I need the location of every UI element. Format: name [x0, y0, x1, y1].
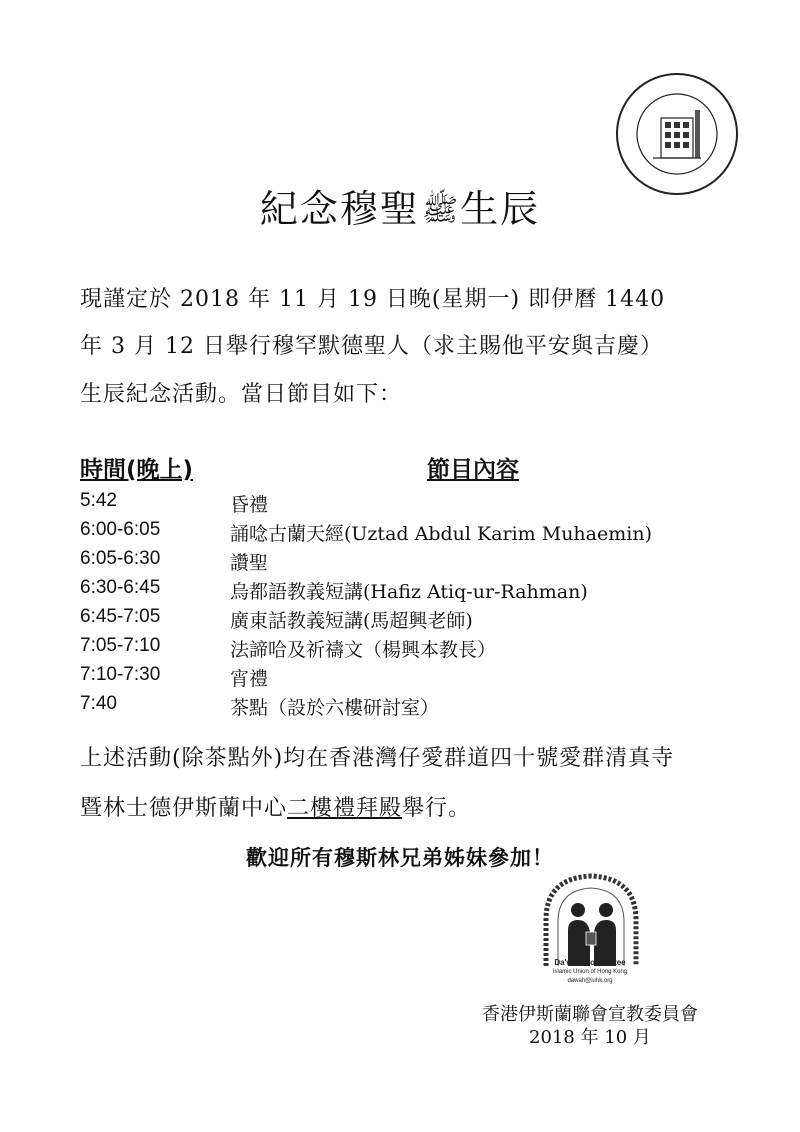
schedule-item: 茶點（設於六樓研討室） — [230, 697, 440, 719]
dawah-name: Da'wah Committee — [554, 958, 626, 967]
schedule-time: 7:10-7:30 — [80, 664, 161, 685]
schedule-time: 6:30-6:45 — [80, 577, 161, 598]
content-column-header: 節目內容 — [427, 457, 519, 483]
schedule-time: 6:05-6:30 — [80, 548, 161, 569]
venue-line-2-after: 舉行。 — [402, 796, 472, 821]
schedule-row — [80, 635, 760, 665]
venue-line-2-before: 暨林士德伊斯蘭中心 — [80, 796, 288, 821]
intro-line-2: 年 3 月 12 日舉行穆罕默德聖人（求主賜他平安與吉慶） — [80, 334, 663, 359]
title-before: 紀念穆聖 — [259, 187, 420, 231]
title-after: 生辰 — [460, 187, 541, 231]
schedule-row — [80, 693, 760, 723]
schedule-row — [80, 490, 760, 520]
schedule-item: 誦唸古蘭天經(Uztad Abdul Karim Muhaemin) — [230, 523, 652, 545]
schedule-time: 6:00-6:05 — [80, 519, 161, 540]
schedule-time: 7:05-7:10 — [80, 635, 161, 656]
signature-date: 2018 年 10 月 — [529, 1027, 651, 1048]
venue-hall-underlined: 二樓禮拜殿 — [287, 796, 403, 821]
dawah-emblem — [532, 870, 650, 970]
dawah-org: Islamic Union of Hong Kong — [552, 969, 628, 975]
schedule-row — [80, 548, 760, 578]
intro-line-3: 生辰紀念活動。當日節目如下： — [80, 382, 403, 407]
schedule-item: 昏禮 — [230, 494, 269, 516]
schedule-time: 5:42 — [80, 490, 117, 511]
schedule-row — [80, 519, 760, 549]
schedule-item: 烏都語教義短講(Hafiz Atiq-ur-Rahman) — [230, 581, 588, 603]
schedule-time: 6:45-7:05 — [80, 606, 161, 627]
schedule-item: 讚聖 — [230, 552, 269, 574]
schedule-item: 法諦哈及祈禱文（楊興本教長） — [230, 639, 497, 661]
schedule-time: 7:40 — [80, 693, 117, 714]
venue-line-1: 上述活動(除茶點外)均在香港灣仔愛群道四十號愛群清真寺 — [80, 746, 675, 771]
schedule-item: 宵禮 — [230, 668, 269, 690]
intro-line-1: 現謹定於 2018 年 11 月 19 日晚(星期一) 即伊曆 1440 — [80, 287, 666, 312]
honorific-calligraphy: ﷺ — [421, 193, 459, 228]
schedule-row — [80, 577, 760, 607]
dawah-email: dawah@iuhk.org — [567, 978, 613, 984]
signature-organization: 香港伊斯蘭聯會宣教委員會 — [482, 1004, 698, 1025]
page-title — [0, 178, 800, 235]
time-column-header: 時間(晚上) — [80, 457, 194, 483]
schedule-row — [80, 606, 760, 636]
schedule-row — [80, 664, 760, 694]
schedule-item: 廣東話教義短講(馬超興老師) — [230, 610, 473, 632]
welcome-message: 歡迎所有穆斯林兄弟姊妹參加！ — [246, 846, 554, 870]
venue-line-2 — [80, 791, 471, 822]
